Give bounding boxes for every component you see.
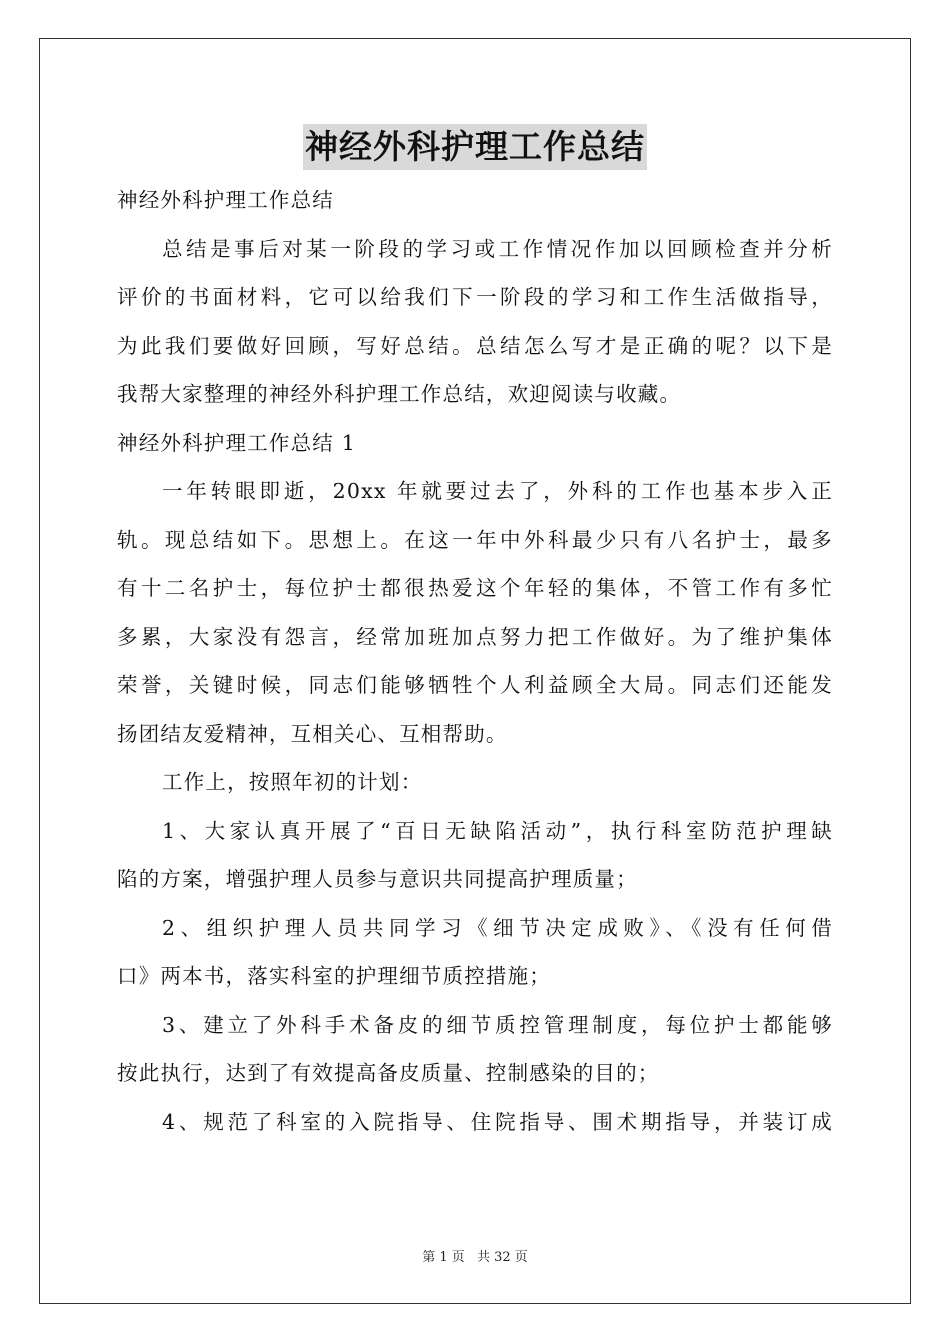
text-line: 荣誉，关键时候，同志们能够牺牲个人利益顾全大局。同志们还能发 [117, 673, 833, 697]
text-line: 口》两本书，落实科室的护理细节质控措施； [117, 964, 551, 988]
document-body [117, 176, 833, 1146]
text-line: 2、组织护理人员共同学习《细节决定成败》、《没有任何借 [162, 915, 833, 940]
page-total: 共 32 页 [476, 1250, 528, 1265]
text-line: 陷的方案，增强护理人员参与意识共同提高护理质量； [117, 867, 638, 891]
page-number: 第 1 页 [422, 1250, 465, 1265]
text-line: 神经外科护理工作总结 1 [117, 430, 356, 455]
text-line: 1、大家认真开展了“百日无缺陷活动”，执行科室防范护理缺 [162, 818, 833, 843]
text-line: 评价的书面材料，它可以给我们下一阶段的学习和工作生活做指导， [117, 285, 833, 309]
text-line: 3、建立了外科手术备皮的细节质控管理制度，每位护士都能够 [162, 1012, 833, 1037]
text-line: 4、规范了科室的入院指导、住院指导、围术期指导，并装订成 [162, 1109, 833, 1134]
text-line: 有十二名护士，每位护士都很热爱这个年轻的集体，不管工作有多忙 [117, 576, 833, 600]
page-footer [0, 1246, 950, 1265]
text-line: 神经外科护理工作总结 [117, 188, 334, 212]
text-line: 为此我们要做好回顾，写好总结。总结怎么写才是正确的呢？以下是 [117, 333, 833, 358]
title-container [0, 124, 950, 170]
text-line: 总结是事后对某一阶段的学习或工作情况作加以回顾检查并分析 [162, 236, 833, 261]
document-title: 神经外科护理工作总结 [303, 124, 647, 170]
text-line: 按此执行，达到了有效提高备皮质量、控制感染的目的； [117, 1061, 660, 1085]
text-line: 工作上，按照年初的计划： [162, 770, 423, 794]
text-line: 一年转眼即逝，20xx 年就要过去了，外科的工作也基本步入正 [162, 479, 833, 503]
text-line: 我帮大家整理的神经外科护理工作总结，欢迎阅读与收藏。 [117, 382, 682, 406]
text-line: 扬团结友爱精神，互相关心、互相帮助。 [117, 721, 508, 746]
text-line: 多累，大家没有怨言，经常加班加点努力把工作做好。为了维护集体 [117, 624, 833, 649]
text-line: 轨。现总结如下。思想上。在这一年中外科最少只有八名护士，最多 [117, 527, 833, 552]
